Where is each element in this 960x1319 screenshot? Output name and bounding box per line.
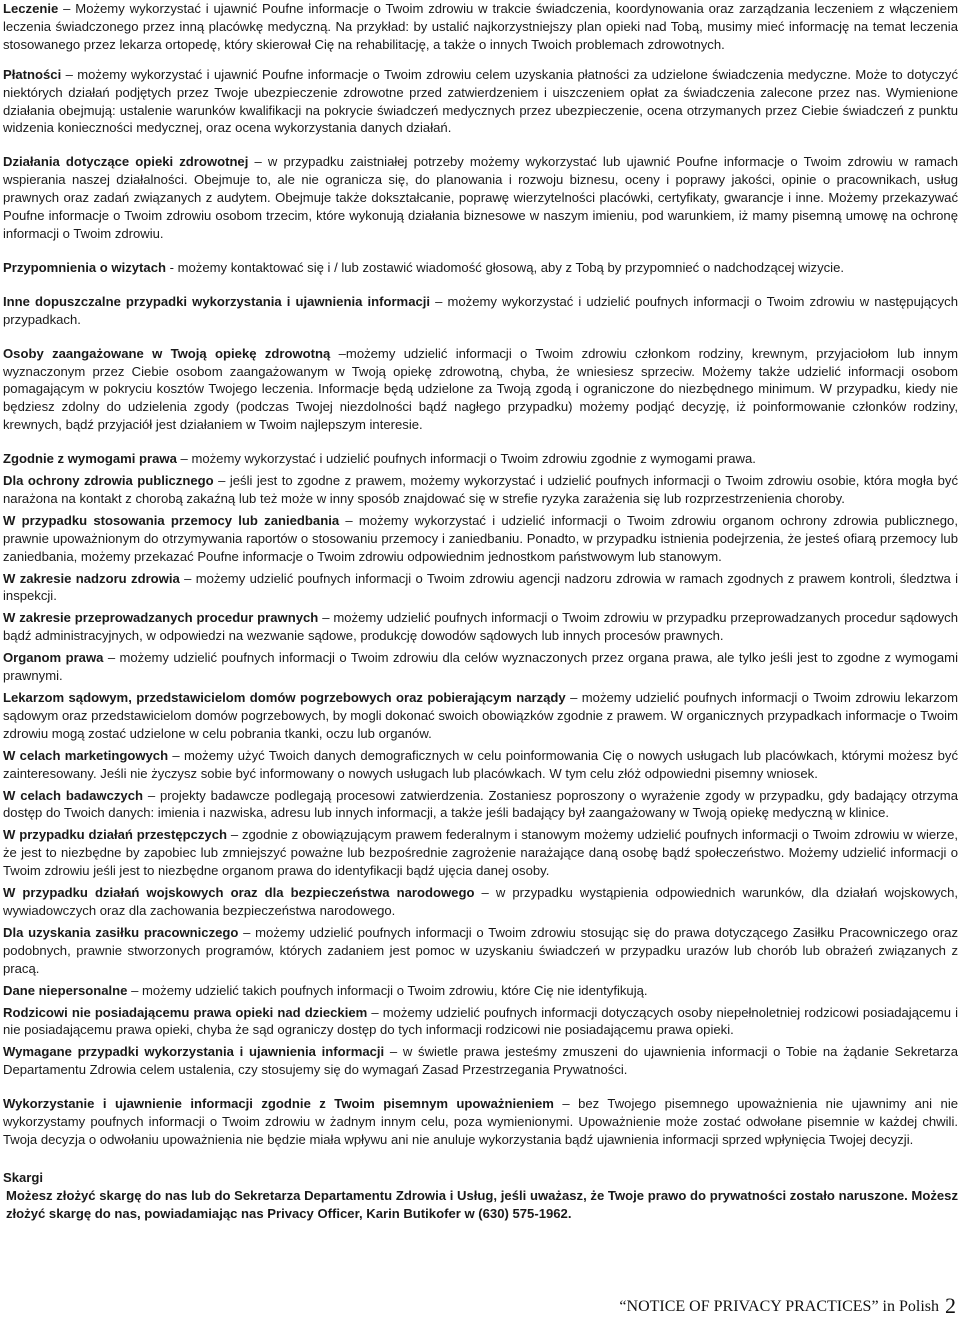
page-number: 2 [945, 1293, 956, 1318]
paragraph-text: – możemy wykorzystać i udzielić informacji o Twoim zdrowiu organom ochrony zdrowia publicznego, prawnie upoważnionym do otrzymywania raportów o stosowaniu przemocy i zaniedbaniu. Ponadto, w przypadku istnienia podejrzenia, że jesteś ofiarą przemocy lub zaniedbania, możemy przekazać Poufne informacje o Twoim zdrowiu odpowiednim jednostkom państwowym lub stanowym. [3, 512, 958, 564]
paragraph-text: – projekty badawcze podlegają procesowi zatwierdzenia. Zostaniesz poproszony o wyrażenie zgody w przypadku, gdy badający otrzyma dostęp do Twoich danych: imienia i nazwiska, adresu lub innych informacji, a także jeśli badający był zaangażowany w Twoją opiekę medyczną w klinice. [3, 787, 958, 821]
paragraph-marketing [3, 747, 958, 783]
paragraph-nadzor [3, 570, 958, 606]
paragraph-heading: W celach badawczych [3, 787, 143, 803]
paragraph-heading: W przypadku działań przestępczych [3, 827, 227, 843]
paragraph-leczenie [3, 0, 958, 54]
paragraph-niepersonalne [3, 982, 958, 1000]
paragraph-text: – możemy wykorzystać i udzielić poufnych informacji o Twoim zdrowiu w następujących przypadkach. [3, 293, 958, 327]
paragraph-heading: Przypomnienia o wizytach [3, 259, 166, 275]
paragraph-text: - możemy kontaktować się i / lub zostawić wiadomość głosową, aby z Tobą by przypomnieć o nadchodzącej wizycie. [165, 259, 845, 275]
paragraph-heading: Zgodnie z wymogami prawa [3, 451, 177, 467]
paragraph-dzialania [3, 153, 958, 243]
paragraph-heading: Leczenie [3, 1, 59, 16]
paragraph-heading: Organom prawa [3, 650, 104, 666]
paragraph-heading: Dla uzyskania zasiłku pracowniczego [3, 924, 239, 940]
paragraph-text: – możemy wykorzystać i udzielić poufnych informacji o Twoim zdrowiu zgodnie z wymogami prawa. [176, 451, 756, 467]
paragraph-text: – możemy udzielić poufnych informacji o Twoim zdrowiu lekarzom sądowym oraz przedstawicielom domów pogrzebowych, by mogli dokonać swoich obowiązków zgodnie z prawem. W organicznych przypadkach informacje o Twoim zdrowiu mogą zostać udzielone w celu pobrania tkanki, oczu lub organów. [3, 690, 958, 741]
paragraph-ochrona [3, 472, 958, 508]
paragraph-text: – bez Twojego pisemnego upoważnienia nie ujawnimy ani nie wykorzystamy poufnych informacji o Twoim zdrowiu w żadnym innym celu, poza wymienionymi. Upoważnienie może zostać odwołane pisemnie w każdej chwili. Twoja decyzja o odwołaniu upoważnienia nie będzie miała wpływu ani nie anuluje wykorzystania bądź ujawnienia informacji sprzed wpłynięcia Twojej decyzji. [3, 1096, 959, 1147]
paragraph-text: – w przypadku wystąpienia odpowiednich warunków, dla działań wojskowych, wywiadowczych oraz dla zachowania bezpieczeństwa narodowego. [3, 885, 958, 918]
complaints-heading: Skargi [3, 1169, 44, 1185]
paragraph-lekarzom [3, 689, 958, 743]
paragraph-heading: Dla ochrony zdrowia publicznego [3, 473, 214, 489]
paragraph-text: – możemy udzielić poufnych informacji o Twoim zdrowiu stosując się do prawa dotyczącego Zasiłku Pracowniczego oraz podobnych, prawnie stworzonych programów, których zadaniem jest pomoc w uzyskaniu świadczeń w przypadku urazów lub chorób lub obrażeń związanych z pracą. [3, 924, 958, 976]
paragraph-wojskowe [3, 884, 958, 920]
paragraph-rodzicowi [3, 1004, 958, 1040]
paragraph-text: – Możemy wykorzystać i ujawnić Poufne informacje o Twoim zdrowiu w trakcie świadczenia, koordynowania oraz zarządzania leczeniem z włączeniem leczenia świadczonego przez inną placówkę medyczną. Na przykład: by ustalić najkorzystniejszy plan opieki nad Tobą, musimy mieć informację na temat leczenia stosowanego przez lekarza ortopedę, który skierował Cię na rehabilitację, a także o innych Twoich problemach zdrowotnych. [3, 1, 958, 52]
paragraph-wymagane [3, 1043, 958, 1079]
document-body [3, 0, 958, 1223]
paragraph-heading: W celach marketingowych [3, 747, 169, 763]
paragraph-heading: W przypadku działań wojskowych oraz dla bezpieczeństwa narodowego [3, 885, 475, 901]
paragraph-przestepcze [3, 826, 958, 880]
paragraph-heading: Wymagane przypadki wykorzystania i ujawnienia informacji [3, 1044, 385, 1060]
paragraph-osoby [3, 345, 958, 435]
paragraph-heading: Rodzicowi nie posiadającemu prawa opieki nad dzieckiem [3, 1004, 368, 1020]
paragraph-inne [3, 293, 958, 329]
paragraph-heading: Działania dotyczące opieki zdrowotnej [3, 154, 249, 170]
page-footer [619, 1293, 956, 1319]
paragraph-text: – w przypadku zaistniałej potrzeby możemy wykorzystać lub ujawnić Poufne informacje o Twoim zdrowiu w ramach wspierania naszej działalności. Obejmuje to, ale nie ogranicza się, do planowania i rozwoju biznesu, oceny i poprawy jakości, opinie o pracownikach, usług prawnych oraz zadań związanych z audytem. Obejmuje także dokształcanie, poprawę wierzytelności placówki, certyfikaty, gwarancje i inne. Możemy przekazywać Poufne informacje o Twoim zdrowiu osobom trzecim, które wykonują działania biznesowe w naszym imieniu, pod warunkiem, iż mamy pisemną umowę na ochronę informacji o Twoim zdrowiu. [3, 154, 958, 241]
paragraph-zgodnie [3, 450, 958, 468]
paragraph-procedury [3, 609, 958, 645]
paragraph-text: – możemy udzielić poufnych informacji o Twoim zdrowiu w przypadku przeprowadzanych procedur sądowych bądź administracyjnych, w odpowiedzi na wezwanie sądowe, produkcję dowodów sądowych lub innych procesów prawnych. [3, 610, 958, 644]
paragraph-platnosci [3, 66, 958, 138]
paragraph-heading: W przypadku stosowania przemocy lub zaniedbania [3, 512, 340, 528]
paragraph-text: – możemy udzielić takich poufnych informacji o Twoim zdrowiu, które Cię nie identyfikują. [127, 982, 648, 998]
paragraph-przemoc [3, 512, 958, 566]
paragraph-text: – w świetle prawa jesteśmy zmuszeni do ujawnienia informacji o Tobie na żądanie Sekretarza Departamentu Zdrowia celem ustalenia, czy stosujemy się do wymagań Zasad Przestrzegania Prywatności. [3, 1044, 958, 1078]
complaints-text: Możesz złożyć skargę do nas lub do Sekretarza Departamentu Zdrowia i Usług, jeśli uważasz, że Twoje prawo do prywatności zostało naruszone. Możesz złożyć skargę do nas, powiadamiając nas Privacy Officer, Karin Butikofer w (630) 575-1962. [6, 1187, 958, 1221]
paragraph-heading: W zakresie nadzoru zdrowia [3, 570, 180, 586]
paragraph-heading: W zakresie przeprowadzanych procedur prawnych [3, 610, 319, 626]
footer-title: “NOTICE OF PRIVACY PRACTICES” in Polish [619, 1298, 939, 1315]
paragraph-text: – możemy użyć Twoich danych demograficznych w celu poinformowania Cię o nowych usługach lub placówkach, którymi możesz być zainteresowany. Jeśli nie życzysz sobie być informowany o nowych usługach lub placówkach. W tym celu złóż odpowiedni pisemny wniosek. [3, 747, 958, 781]
paragraph-heading: Lekarzom sądowym, przedstawicielom domów pogrzebowych oraz pobierającym narządy [3, 690, 566, 705]
paragraph-heading: Płatności [3, 66, 62, 82]
paragraph-zasilek [3, 924, 958, 978]
paragraph-text: – możemy wykorzystać i ujawnić Poufne informacje o Twoim zdrowiu celem uzyskania płatności za udzielone świadczenia medyczne. Może to dotyczyć niektórych działań podjętych przez Twoje ubezpieczenie zdrowotne przed zatwierdzeniem i uiszczeniem opłat za świadczenia zalecone przez nas. Wymienione działania obejmują: ustalenie warunków kwalifikacji na pokrycie świadczeń medycznych przez ubezpieczenie, ocena otrzymanych przez Ciebie świadczeń z punktu widzenia konieczności medycznej, oraz ocena wykorzystania danych działań. [3, 66, 958, 136]
paragraph-text: – możemy udzielić poufnych informacji o Twoim zdrowiu agencji nadzoru zdrowia w ramach zgodnych z prawem kontroli, śledztwa i inspekcji. [3, 570, 958, 604]
paragraph-heading: Inne dopuszczalne przypadki wykorzystania i ujawnienia informacji [3, 293, 431, 309]
paragraph-text: – możemy udzielić poufnych informacji dotyczących osoby niepełnoletniej rodzicowi posiadającemu i nie posiadającemu prawa opieki, chyba że sąd ograniczy dostęp do tych informacji rodzicowi nie posiadającemu prawa opieki. [3, 1004, 958, 1038]
paragraph-text: –możemy udzielić informacji o Twoim zdrowiu członkom rodziny, krewnym, przyjaciołom lub innym wyznaczonym przez Ciebie osobom zaangażowanym w Twoją opiekę zdrowotną, chyba, że wniesiesz sprzeciw. Możemy także udzielić informacji osobom pomagającym w pokryciu kosztów Twojego leczenia. Informacje będą udzielone za Twoją zgodą i ograniczone do niezbędnego minimum. W przypadku, kiedy nie będziesz zdolny do udzielenia zgody (podczas Twojej niezdolności bądź nagłego przypadku) możemy podjąć decyzję, iż poinformowanie członków rodziny, krewnych, bądź przyjaciół jest działaniem w Twoim najlepszym interesie. [3, 345, 958, 433]
paragraph-upowaznienie [3, 1095, 958, 1149]
paragraph-heading: Dane niepersonalne [3, 982, 128, 998]
paragraph-text: – jeśli jest to zgodne z prawem, możemy wykorzystać i udzielić poufnych informacji o Twoim zdrowiu osobie, która mogła być narażona na kontakt z chorobą zakaźną lub też może w inny sposób znajdować się w strefie ryzyka zarażenia się lub rozprzestrzenienia choroby. [3, 473, 959, 506]
paragraph-heading: Wykorzystanie i ujawnienie informacji zgodnie z Twoim pisemnym upoważnieniem [3, 1096, 554, 1112]
paragraph-text: – zgodnie z obowiązującym prawem federalnym i stanowym możemy udzielić poufnych informacji o Twoim zdrowiu w wierze, że jest to niezbędne by zapobiec lub zmniejszyć poważne lub bezpośrednie zagrożenie narażające daną osobę bądź społeczeństwo. Możemy udzielić informacji o Twoim zdrowiu jeśli jest to niezbędne organom prawa do identyfikacji bądź ujęcia danej osoby. [3, 827, 958, 879]
paragraph-przypomnienia [3, 259, 958, 277]
paragraph-text: – możemy udzielić poufnych informacji o Twoim zdrowiu dla celów wyznaczonych przez organa prawa, ale tylko jeśli jest to zgodne z wymogami prawnymi. [3, 650, 958, 684]
paragraph-heading: Osoby zaangażowane w Twoją opiekę zdrowotną [3, 345, 331, 361]
paragraph-badawcze [3, 787, 958, 823]
paragraph-organom [3, 649, 958, 685]
